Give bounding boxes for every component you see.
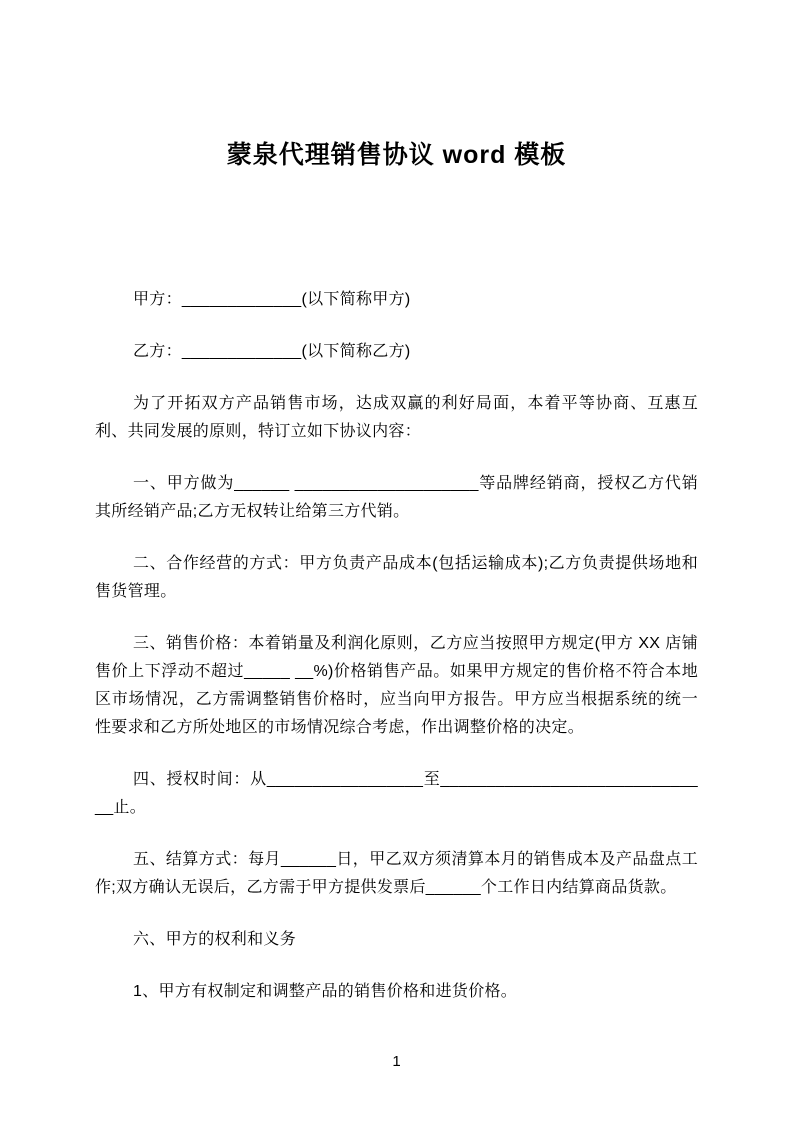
- clause-6-item-1: 1、甲方有权制定和调整产品的销售价格和进货价格。: [133, 983, 518, 1000]
- party-b-line: 乙方：_____________(以下简称乙方): [133, 343, 411, 360]
- document-body: [95, 286, 698, 1006]
- page-number: 1: [392, 1053, 401, 1070]
- preamble-paragraph: 为了开拓双方产品销售市场，达成双赢的利好局面，本着平等协商、互惠互利、共同发展的原则，特订立如下协议内容：: [95, 395, 698, 440]
- clause-6-heading: 六、甲方的权利和义务: [133, 931, 297, 948]
- clause-2-paragraph: 二、合作经营的方式：甲方负责产品成本(包括运输成本);乙方负责提供场地和售货管理。: [95, 555, 698, 600]
- clause-1-paragraph: 一、甲方做为______ ____________________等品牌经销商，授权乙方代销其所经销产品;乙方无权转让给第三方代销。: [95, 475, 698, 520]
- party-a-line: 甲方：_____________(以下简称甲方): [133, 291, 411, 308]
- clause-3-paragraph: 三、销售价格：本着销量及利润化原则，乙方应当按照甲方规定(甲方 XX 店铺售价上下浮动不超过_____ __%)价格销售产品。如果甲方规定的售价格不符合本地区市场情况，乙方需调整销售价格时，应当向甲方报告。甲方应当根据系统的统一性要求和乙方所处地区的市场情况综合考虑，作出调整价格的决定。: [95, 635, 698, 736]
- document-title: 蒙泉代理销售协议 word 模板: [226, 141, 567, 169]
- page-footer: [0, 1051, 793, 1073]
- clause-5-paragraph: 五、结算方式：每月______日，甲乙双方须清算本月的销售成本及产品盘点工作;双方确认无误后，乙方需于甲方提供发票后______个工作日内结算商品货款。: [95, 851, 698, 896]
- clause-4-paragraph: 四、授权时间：从_________________至______________________________止。: [95, 771, 698, 816]
